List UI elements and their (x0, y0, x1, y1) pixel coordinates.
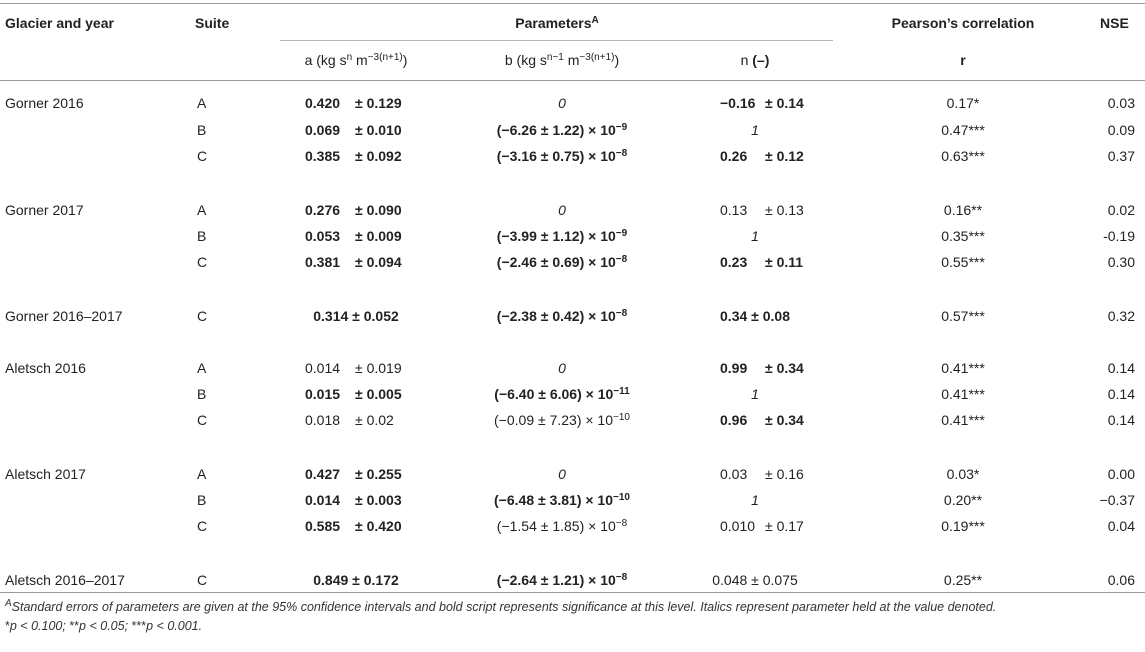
pearson-r-cell: 0.47*** (941, 122, 985, 138)
param-n-value: 0.03 (720, 466, 748, 482)
param-b-value: $(-1.54 \pm 1.85) \times 10^{-8}$ (496, 518, 628, 534)
param-n-error: ± 0.16 (765, 466, 804, 482)
group-label: Gorner 2016–2017 (5, 308, 123, 324)
param-n-error: ± 0.11 (765, 254, 804, 270)
suite-cell: B (197, 122, 207, 138)
header-suite: Suite (195, 15, 230, 31)
footnote-line-2: *p < 0.100; **p < 0.05; ***p < 0.001. (5, 619, 203, 633)
suite-cell: A (197, 360, 207, 376)
param-n-error: ± 0.34 (765, 360, 804, 376)
suite-cell: A (197, 466, 207, 482)
suite-cell: C (197, 254, 208, 270)
param-b-fixed: 0 (558, 202, 566, 218)
param-a-error: ± 0.420 (355, 518, 402, 534)
param-b-value: $(-6.40 \pm 6.06) \times 10^{-11}$ (494, 386, 630, 402)
suite-cell: C (197, 572, 208, 588)
param-b-value: $(-6.26 \pm 1.22) \times 10^{-9}$ (496, 122, 628, 138)
pearson-r-cell: 0.41*** (941, 412, 985, 428)
param-n-value: 0.048 ± 0.075 (712, 572, 798, 588)
param-a-value: 0.849 ± 0.172 (313, 572, 399, 588)
param-a-value: 0.585 (305, 518, 341, 534)
pearson-r-cell: 0.20** (943, 492, 983, 508)
param-a-error: ± 0.009 (355, 228, 402, 244)
nse-cell: 0.14 (1107, 386, 1135, 402)
param-b-value: $(-2.38 \pm 0.42) \times 10^{-8}$ (496, 308, 628, 324)
suite-cell: B (197, 492, 207, 508)
group-label: Aletsch 2017 (5, 466, 86, 482)
header-pearson: Pearson’s correlation (891, 15, 1035, 31)
param-a-error: ± 0.255 (355, 466, 402, 482)
pearson-r-cell: 0.17* (946, 95, 980, 111)
pearson-r-cell: 0.41*** (941, 386, 985, 402)
param-n-value: 0.010 (720, 518, 756, 534)
param-a-value: 0.276 (305, 202, 341, 218)
param-n-fixed: 1 (751, 122, 759, 138)
param-b-value: $(-2.46 \pm 0.69) \times 10^{-8}$ (496, 254, 628, 270)
param-n-fixed: 1 (751, 492, 759, 508)
nse-cell: 0.04 (1107, 518, 1135, 534)
param-a-value: 0.420 (305, 95, 341, 111)
subheader-n: n (–) (740, 52, 770, 68)
header-nse: NSE (1100, 15, 1129, 31)
param-n-fixed: 1 (751, 386, 759, 402)
param-a-error: ± 0.092 (355, 148, 402, 164)
param-a-error: ± 0.094 (355, 254, 402, 270)
param-b-fixed: 0 (558, 466, 566, 482)
param-a-value: 0.381 (305, 254, 341, 270)
nse-cell: 0.30 (1107, 254, 1135, 270)
nse-cell: 0.03 (1107, 95, 1135, 111)
nse-cell: 0.14 (1107, 360, 1135, 376)
group-label: Aletsch 2016 (5, 360, 86, 376)
pearson-r-cell: 0.63*** (941, 148, 985, 164)
param-a-value: 0.314 ± 0.052 (313, 308, 399, 324)
suite-cell: B (197, 386, 207, 402)
param-b-value: $(-2.64 \pm 1.21) \times 10^{-8}$ (496, 572, 628, 588)
footnote-line-1: $^A$Standard errors of parameters are given at the 95% confidence intervals and bold script represents significance at this level. Italics represent parameter held at the value denoted. (5, 598, 997, 614)
header-glacier-year: Glacier and year (5, 15, 114, 31)
param-b-fixed: 0 (558, 360, 566, 376)
param-b-value: $(-0.09 \pm 7.23) \times 10^{-10}$ (494, 412, 630, 428)
param-a-value: 0.015 (305, 386, 341, 402)
param-a-value: 0.385 (305, 148, 341, 164)
param-b-value: $(-3.16 \pm 0.75) \times 10^{-8}$ (496, 148, 628, 164)
param-n-value: 0.26 (720, 148, 748, 164)
param-n-error: ± 0.34 (765, 412, 804, 428)
param-n-value: 0.99 (720, 360, 748, 376)
header-parameters: Parameters$^A$ (515, 15, 599, 31)
param-a-error: ± 0.005 (355, 386, 402, 402)
suite-cell: C (197, 412, 208, 428)
nse-cell: 0.06 (1107, 572, 1135, 588)
subheader-a: a (kg $s^n$ $m^{-3(n+1)}$) (304, 52, 408, 68)
suite-cell: B (197, 228, 207, 244)
param-a-error: ± 0.010 (355, 122, 402, 138)
bottom-rule (0, 592, 1145, 593)
pearson-r-cell: 0.19*** (941, 518, 985, 534)
param-a-error: ± 0.090 (355, 202, 402, 218)
param-n-error: ± 0.17 (765, 518, 804, 534)
param-b-value: $(-6.48 \pm 3.81) \times 10^{-10}$ (494, 492, 630, 508)
param-a-error: ± 0.003 (355, 492, 402, 508)
param-n-value: 0.23 (720, 254, 748, 270)
pearson-r-cell: 0.25** (943, 572, 983, 588)
group-label: Aletsch 2016–2017 (5, 572, 125, 588)
param-n-value: −0.16 (720, 95, 756, 111)
suite-cell: A (197, 202, 207, 218)
parameters-underline (280, 40, 833, 41)
nse-cell: 0.32 (1107, 308, 1135, 324)
param-n-value: 0.13 (720, 202, 748, 218)
nse-cell: 0.02 (1107, 202, 1135, 218)
nse-cell: 0.14 (1107, 412, 1135, 428)
pearson-r-cell: 0.03* (946, 466, 980, 482)
pearson-r-cell: 0.35*** (941, 228, 985, 244)
pearson-r-cell: 0.16** (943, 202, 983, 218)
pearson-r-cell: 0.41*** (941, 360, 985, 376)
suite-cell: C (197, 308, 208, 324)
param-a-value: 0.014 (305, 360, 341, 376)
param-a-value: 0.018 (305, 412, 341, 428)
subheader-r: r (960, 52, 966, 68)
param-b-fixed: 0 (558, 95, 566, 111)
param-n-fixed: 1 (751, 228, 759, 244)
param-a-value: 0.427 (305, 466, 341, 482)
suite-cell: C (197, 148, 208, 164)
group-label: Gorner 2017 (5, 202, 84, 218)
param-a-value: 0.069 (305, 122, 341, 138)
nse-cell: -0.19 (1103, 228, 1135, 244)
top-rule (0, 3, 1145, 4)
nse-cell: 0.37 (1107, 148, 1135, 164)
param-n-error: ± 0.12 (765, 148, 804, 164)
param-b-value: $(-3.99 \pm 1.12) \times 10^{-9}$ (496, 228, 628, 244)
group-label: Gorner 2016 (5, 95, 84, 111)
param-n-error: ± 0.14 (765, 95, 804, 111)
param-a-value: 0.053 (305, 228, 341, 244)
param-a-error: ± 0.02 (355, 412, 394, 428)
pearson-r-cell: 0.57*** (941, 308, 985, 324)
pearson-r-cell: 0.55*** (941, 254, 985, 270)
header-rule (0, 80, 1145, 81)
suite-cell: C (197, 518, 208, 534)
param-n-value: 0.34 ± 0.08 (720, 308, 790, 324)
param-a-value: 0.014 (305, 492, 341, 508)
param-a-error: ± 0.129 (355, 95, 402, 111)
nse-cell: 0.09 (1107, 122, 1135, 138)
nse-cell: 0.00 (1107, 466, 1135, 482)
suite-cell: A (197, 95, 207, 111)
nse-cell: −0.37 (1099, 492, 1135, 508)
param-n-error: ± 0.13 (765, 202, 804, 218)
param-n-value: 0.96 (720, 412, 748, 428)
param-a-error: ± 0.019 (355, 360, 402, 376)
subheader-b: b (kg $s^{n-1}$ $m^{-3(n+1)}$) (504, 52, 620, 68)
